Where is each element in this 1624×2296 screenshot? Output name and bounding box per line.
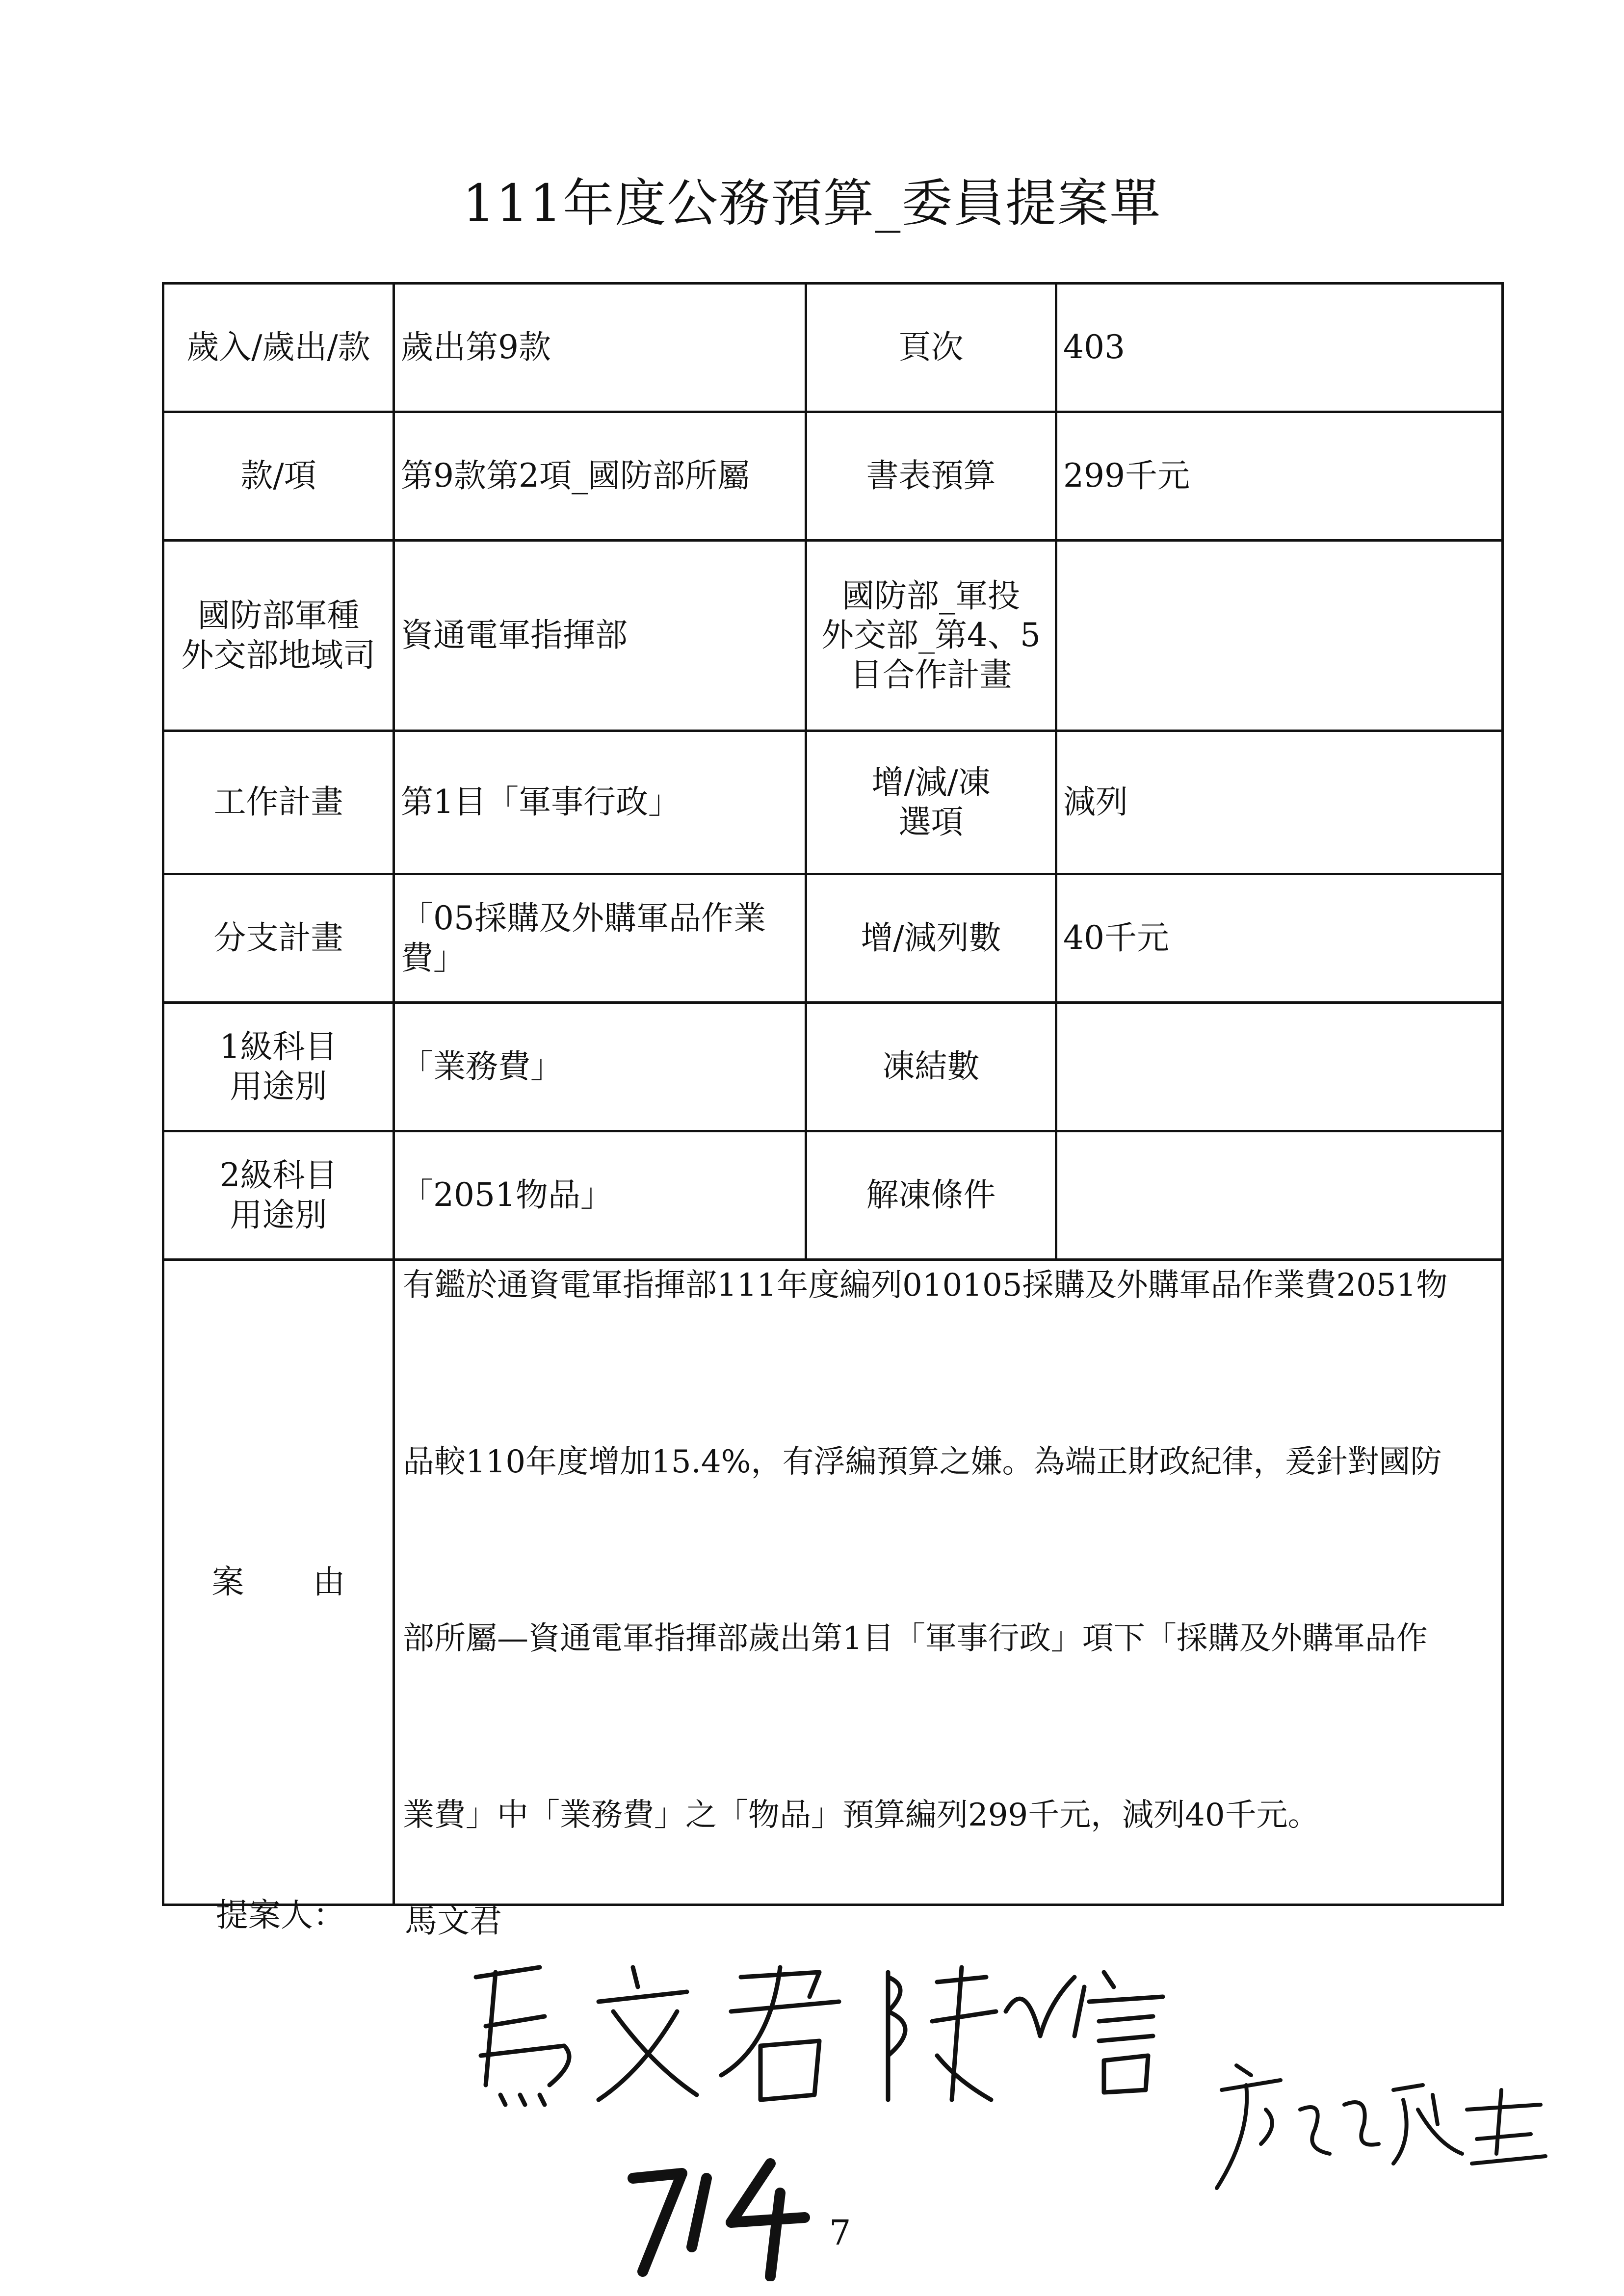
proposer-label: 提案人：	[216, 1896, 345, 1934]
label-line: 增/減/凍	[871, 763, 991, 801]
handwritten-number-714	[623, 2149, 829, 2281]
field-value: 歲出第9款	[394, 284, 806, 412]
reason-line: 有鑑於通資電軍指揮部111年度編列010105採購及外購軍品作業費2051物	[403, 1267, 1448, 1304]
label-line: 外交部_第4、5	[821, 616, 1041, 654]
label-line: 目合作計畫	[850, 655, 1012, 694]
field-label: 分支計畫	[163, 874, 394, 1003]
reason-line: 業費」中「業務費」之「物品」預算編列299千元，減列40千元。	[403, 1797, 1319, 1833]
field-value	[1056, 1003, 1503, 1131]
field-label: 工作計畫	[163, 731, 394, 874]
page-number: 7	[829, 2213, 851, 2253]
value-line: 「05採購及外購軍品作業	[401, 899, 766, 937]
table-row	[163, 1003, 1503, 1131]
table-row	[163, 874, 1503, 1003]
reason-text	[401, 1260, 1495, 1904]
table-row	[163, 731, 1503, 874]
field-label	[163, 1003, 394, 1131]
field-label: 解凍條件	[806, 1131, 1056, 1260]
field-value	[394, 874, 806, 1003]
label-line: 用途別	[230, 1196, 327, 1234]
table-row	[163, 1131, 1503, 1260]
field-label	[806, 731, 1056, 874]
field-label: 凍結數	[806, 1003, 1056, 1131]
field-label: 頁次	[806, 284, 1056, 412]
field-value: 「2051物品」	[394, 1131, 806, 1260]
field-value: 403	[1056, 284, 1503, 412]
reason-content	[394, 1260, 1503, 1905]
reason-line: 部所屬—資通電軍指揮部歲出第1目「軍事行政」項下「採購及外購軍品作	[403, 1620, 1428, 1657]
label-line: 選項	[898, 803, 964, 841]
signature-group-2	[1207, 2051, 1550, 2198]
reason-label-char: 由	[313, 1563, 345, 1601]
field-value: 減列	[1056, 731, 1503, 874]
field-value	[1056, 1131, 1503, 1260]
label-line: 外交部地域司	[181, 636, 376, 674]
field-value: 第1目「軍事行政」	[394, 731, 806, 874]
label-line: 2級科目	[219, 1156, 338, 1194]
field-label	[806, 541, 1056, 731]
field-value: 40千元	[1056, 874, 1503, 1003]
field-label	[163, 541, 394, 731]
reason-label	[163, 1260, 394, 1905]
field-label: 款/項	[163, 412, 394, 541]
table-row	[163, 284, 1503, 412]
proposer-name: 馬文君	[405, 1902, 502, 1940]
field-label: 書表預算	[806, 412, 1056, 541]
field-value: 「業務費」	[394, 1003, 806, 1131]
field-label	[163, 1131, 394, 1260]
label-line: 國防部_軍投	[842, 576, 1020, 615]
form-title: 111年度公務預算_委員提案單	[462, 173, 1162, 233]
field-label: 增/減列數	[806, 874, 1056, 1003]
field-value: 資通電軍指揮部	[394, 541, 806, 731]
field-value: 第9款第2項_國防部所屬	[394, 412, 806, 541]
label-line: 國防部軍種	[197, 596, 360, 634]
proposal-form-table	[162, 282, 1504, 1906]
field-value	[1056, 541, 1503, 731]
reason-label-char: 案	[211, 1563, 244, 1601]
reason-row	[163, 1260, 1503, 1905]
value-line: 費」	[401, 939, 466, 977]
table-row	[163, 541, 1503, 731]
reason-line: 品較110年度增加15.4%，有浮編預算之嫌。為端正財政紀律，爰針對國防	[403, 1444, 1442, 1480]
label-line: 1級科目	[219, 1027, 338, 1066]
label-line: 用途別	[230, 1067, 327, 1105]
table-row	[163, 412, 1503, 541]
field-value: 299千元	[1056, 412, 1503, 541]
signature-group-1	[466, 1957, 1178, 2119]
field-label: 歲入/歲出/款	[163, 284, 394, 412]
